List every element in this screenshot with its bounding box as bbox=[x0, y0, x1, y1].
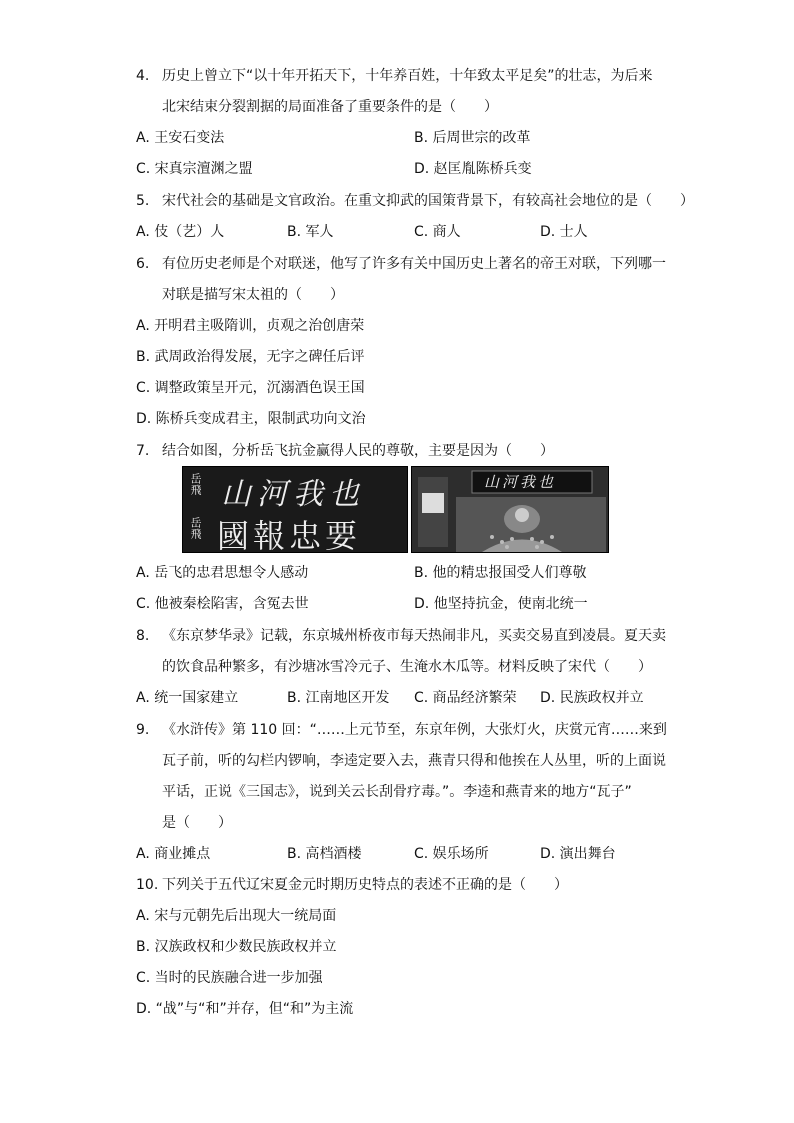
option-d: D. 陈桥兵变成君主，限制武功向文治 bbox=[136, 411, 366, 427]
question-number: 8. bbox=[136, 628, 150, 644]
option-a: A. 宋与元朝先后出现大一统局面 bbox=[136, 908, 337, 924]
option-b: B. 高档酒楼 bbox=[287, 846, 362, 862]
option-b: B. 后周世宗的改革 bbox=[414, 130, 531, 146]
figure-side-label: 岳飛 bbox=[189, 517, 202, 539]
option-b: B. 汉族政权和少数民族政权并立 bbox=[136, 939, 337, 955]
option-b: B. 江南地区开发 bbox=[287, 690, 390, 706]
option-d: D. 演出舞台 bbox=[540, 846, 616, 862]
temple-photo-image bbox=[411, 466, 609, 553]
option-c: C. 娱乐场所 bbox=[414, 846, 489, 862]
question-text: 下列关于五代辽宋夏金元时期历史特点的表述不正确的是（ ） bbox=[162, 877, 568, 893]
option-a: A. 王安石变法 bbox=[136, 130, 225, 146]
option-c: C. 调整政策呈开元，沉溺酒色误王国 bbox=[136, 380, 365, 396]
question-text: 瓦子前，听的勾栏内锣响，李逵定要入去，燕青只得和他挨在人丛里，听的上面说 bbox=[162, 753, 666, 769]
question-text: 的饮食品种繁多，有沙塘冰雪冷元子、生淹水木瓜等。材料反映了宋代（ ） bbox=[162, 659, 652, 675]
option-c: C. 他被秦桧陷害，含冤去世 bbox=[136, 596, 309, 612]
option-a: A. 开明君主吸隋训，贞观之治创唐荣 bbox=[136, 318, 365, 334]
question-text: 《水浒传》第 110 回：“……上元节至，东京年例，大张灯火，庆赏元宵……来到 bbox=[162, 722, 667, 738]
question-number: 5. bbox=[136, 193, 150, 209]
question-text: 平话，正说《三国志》，说到关云长刮骨疗毒。”。李逵和燕青来的地方“瓦子” bbox=[162, 784, 632, 800]
question-text: 北宋结束分裂割据的局面准备了重要条件的是（ ） bbox=[162, 99, 498, 115]
calligraphy-rubbing-image bbox=[182, 466, 408, 553]
question-text: 《东京梦华录》记载，东京城州桥夜市每天热闹非凡，买卖交易直到凌晨。夏天卖 bbox=[162, 628, 666, 644]
option-c: C. 商品经济繁荣 bbox=[414, 690, 517, 706]
option-a: A. 伎（艺）人 bbox=[136, 224, 225, 240]
figure-side-label: 岳飛 bbox=[189, 473, 202, 495]
figure-calligraphy-bottom: 國報忠要 bbox=[217, 517, 362, 553]
figure-calligraphy-top: 山河我也 bbox=[221, 477, 365, 512]
option-b: B. 他的精忠报国受人们尊敬 bbox=[414, 565, 587, 581]
question-text: 有位历史老师是个对联迷，他写了许多有关中国历史上著名的帝王对联，下列哪一 bbox=[162, 256, 666, 272]
option-a: A. 统一国家建立 bbox=[136, 690, 239, 706]
question-text: 宋代社会的基础是文官政治。在重文抑武的国策背景下，有较高社会地位的是（ ） bbox=[162, 193, 694, 209]
question-text: 历史上曾立下“以十年开拓天下，十年养百姓，十年致太平足矣”的壮志，为后来 bbox=[162, 68, 653, 84]
option-c: C. 当时的民族融合进一步加强 bbox=[136, 970, 323, 986]
question-number: 7. bbox=[136, 443, 150, 459]
option-b: B. 武周政治得发展，无字之碑任后评 bbox=[136, 349, 365, 365]
question-number: 9. bbox=[136, 722, 150, 738]
option-d: D. “战”与“和”并存，但“和”为主流 bbox=[136, 1001, 354, 1017]
question-text: 结合如图，分析岳飞抗金赢得人民的尊敬，主要是因为（ ） bbox=[162, 443, 554, 459]
question-text: 对联是描写宋太祖的（ ） bbox=[162, 287, 344, 303]
question-text: 是（ ） bbox=[162, 815, 232, 831]
question-number: 4. bbox=[136, 68, 150, 84]
option-c: C. 宋真宗澶渊之盟 bbox=[136, 161, 253, 177]
question-number: 6. bbox=[136, 256, 150, 272]
option-a: A. 商业摊点 bbox=[136, 846, 211, 862]
option-d: D. 赵匡胤陈桥兵变 bbox=[414, 161, 532, 177]
option-c: C. 商人 bbox=[414, 224, 461, 240]
question-number: 10. bbox=[136, 877, 159, 893]
option-b: B. 军人 bbox=[287, 224, 334, 240]
figure-plaque-text: 山河我也 bbox=[484, 473, 557, 491]
calligraphy-figure bbox=[182, 466, 609, 553]
option-d: D. 民族政权并立 bbox=[540, 690, 644, 706]
option-d: D. 他坚持抗金，使南北统一 bbox=[414, 596, 588, 612]
option-d: D. 士人 bbox=[540, 224, 588, 240]
option-a: A. 岳飞的忠君思想令人感动 bbox=[136, 565, 309, 581]
